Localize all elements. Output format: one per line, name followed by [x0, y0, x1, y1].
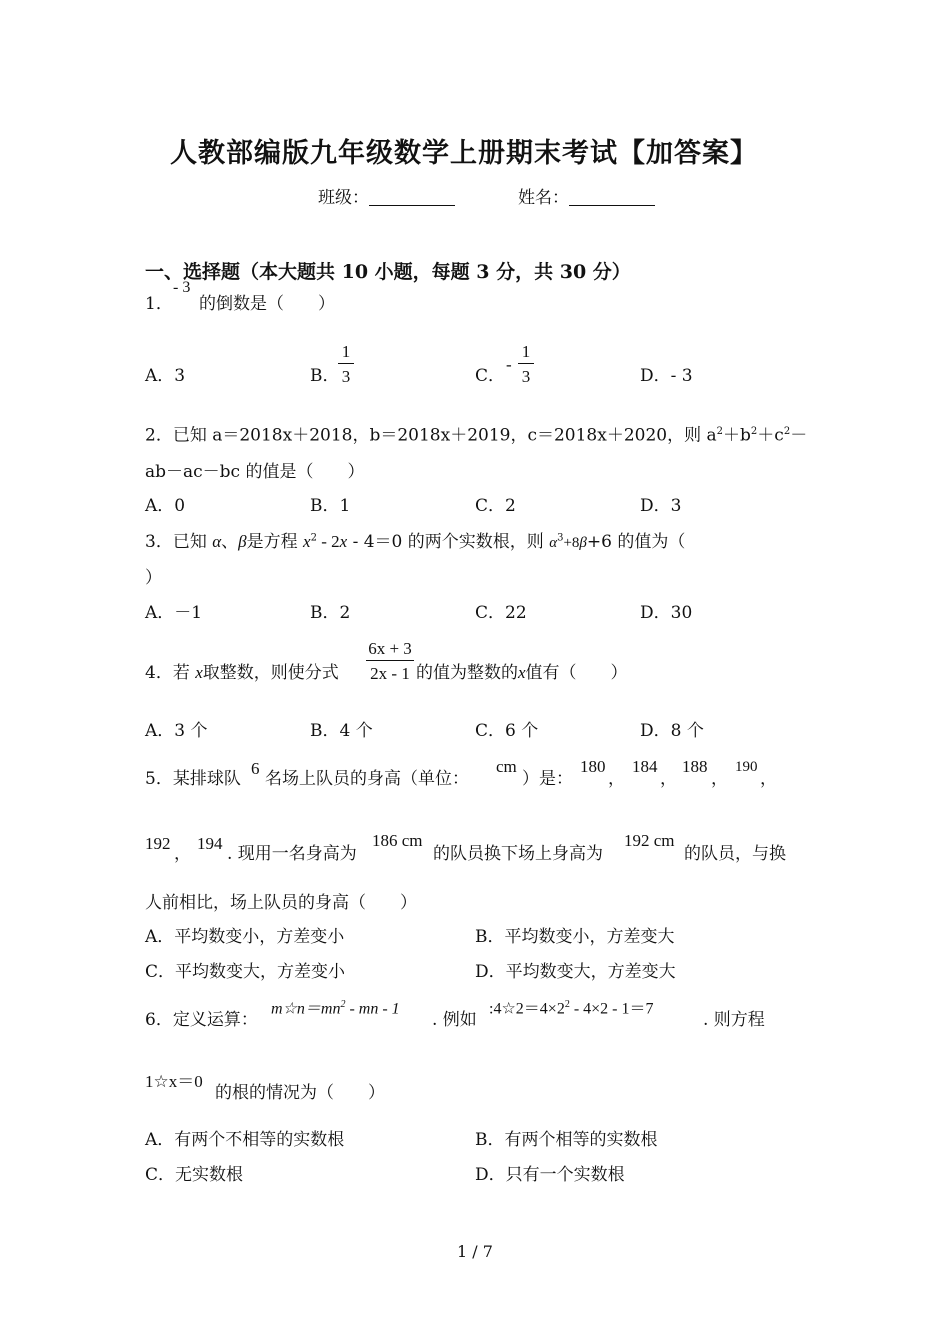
q4-fraction: [366, 640, 414, 682]
q6-option-c: C．无实数根: [145, 1165, 244, 1185]
q4-mid: 取整数，则使分式: [202, 663, 339, 683]
q1-option-c-fraction: [518, 343, 534, 385]
q2-option-c: C．2: [475, 496, 516, 516]
q5-height-3: 188: [682, 757, 708, 776]
q4-post: 的值为整数的: [416, 663, 518, 683]
alpha-symbol: α: [212, 532, 222, 551]
name-label: 姓名：: [518, 188, 569, 208]
q6-option-a: A．有两个不相等的实数根: [145, 1130, 345, 1150]
q6-example: [489, 1000, 654, 1017]
q4-pre: 4．若: [145, 663, 196, 683]
q6-def-sup: 2: [340, 999, 346, 1010]
q4-option-c: C．6 个: [475, 721, 539, 741]
q4-text-a: [145, 664, 339, 682]
q5-line2-a: . 现用一名身高为: [227, 844, 357, 864]
q4-denominator: 2x - 1: [370, 664, 410, 683]
q5-height-2: 184: [632, 757, 658, 776]
q5-height-in: 186 cm: [372, 831, 423, 850]
name-field: [518, 189, 655, 207]
q5-option-a: A．平均数变小，方差变小: [145, 927, 345, 947]
class-field: [318, 189, 455, 207]
page-title: 人教部编版九年级数学上册期末考试【加答案】: [170, 138, 758, 169]
q6-pre: 6．定义运算：: [145, 1010, 258, 1030]
q1-b-numerator: 1: [341, 342, 351, 361]
q5-option-b: B．平均数变小，方差变大: [475, 927, 675, 947]
q2-line2: ab－ac－bc 的值是（ ）: [145, 462, 365, 482]
q6-line2: 的根的情况为（ ）: [215, 1083, 385, 1103]
q6-def-a: m☆n＝mn: [271, 1000, 341, 1018]
q4-post2: 值有（ ）: [525, 663, 628, 683]
q3-line2: ）: [145, 568, 162, 588]
alpha-symbol: α: [549, 535, 558, 551]
q3-option-d: D．30: [640, 603, 693, 623]
class-label: 班级：: [318, 188, 369, 208]
q2-line1: [145, 427, 807, 445]
q3-text-b: 是方程: [246, 532, 304, 552]
q1-option-b-fraction: [338, 343, 354, 385]
q1-text: 的倒数是（ ）: [199, 294, 335, 314]
name-blank: [569, 189, 655, 206]
q2-text-b: ＋b: [723, 425, 751, 446]
class-blank: [369, 189, 455, 206]
q3-option-c: C．22: [475, 603, 527, 623]
q5-comma-3: ，: [711, 769, 728, 789]
q5-cm: cm: [496, 757, 517, 776]
q3-x: x: [303, 532, 311, 551]
q4-option-b: B．4 个: [310, 721, 373, 741]
q5-line3: 人前相比，场上队员的身高（ ）: [145, 893, 417, 913]
q4-option-d: D．8 个: [640, 721, 704, 741]
q5-mid: 名场上队员的身高（单位：: [265, 769, 469, 789]
q6-mid: . 例如: [432, 1010, 477, 1030]
q4-x2: x: [518, 663, 526, 682]
q2-text-a: 2．已知 a＝2018x＋2018，b＝2018x＋2019，c＝2018x＋2020，则 a: [145, 425, 717, 446]
q5-six: 6: [251, 759, 260, 778]
q5-height-out: 192 cm: [624, 831, 675, 850]
q2-text-c: ＋c: [757, 425, 784, 446]
q5-height-6: 194: [197, 834, 223, 853]
q5-line2-b: 的队员换下场上身高为: [433, 844, 603, 864]
q1-number: 1．: [145, 294, 173, 314]
q3-eq-a: - 2: [316, 532, 340, 551]
q1-option-d: D．- 3: [640, 366, 693, 386]
q2-option-a: A．0: [145, 496, 186, 516]
q2-sup-b: 2: [750, 426, 758, 437]
beta-symbol: β: [579, 535, 587, 551]
q1-expr: - 3: [173, 279, 191, 296]
q3-option-b: B．2: [310, 603, 351, 623]
q5-height-1: 180: [580, 757, 606, 776]
fraction-bar: [338, 363, 354, 364]
q5-option-c: C．平均数变大，方差变小: [145, 962, 346, 982]
q3-expr-a: +8: [563, 535, 580, 551]
q6-option-b: B．有两个相等的实数根: [475, 1130, 658, 1150]
q6-definition: [271, 1000, 400, 1017]
q1-option-c-sign: -: [506, 355, 512, 374]
q4-x: x: [195, 663, 203, 682]
q3-text-d: +6 的值为（: [586, 532, 686, 552]
fraction-bar: [366, 660, 414, 661]
q5-pre: 5．某排球队: [145, 769, 241, 789]
q3-x2: x: [339, 532, 348, 551]
q5-comma-2: ，: [660, 769, 677, 789]
q3-sup3: 3: [557, 532, 564, 544]
q5-comma-5: ，: [174, 844, 191, 864]
q6-ex-b: - 4×2 - 1＝7: [569, 1000, 654, 1018]
q5-mid2: ）是：: [522, 769, 573, 789]
q3-text-a: 3．已知: [145, 532, 213, 552]
q6-ex-sup: 2: [564, 999, 570, 1010]
q4-text-b: [416, 664, 628, 682]
q6-equation: 1☆x＝0: [145, 1072, 203, 1091]
q2-sup-c: 2: [783, 426, 791, 437]
q5-height-5: 192: [145, 834, 171, 853]
q5-line2-c: 的队员，与换: [684, 844, 786, 864]
q3-text-c: - 4＝0 的两个实数根，则: [347, 532, 550, 552]
q4-option-a: A．3 个: [145, 721, 208, 741]
beta-symbol: β: [238, 532, 247, 551]
page-number: 1 / 7: [457, 1242, 493, 1261]
fraction-bar: [518, 363, 534, 364]
q1-c-numerator: 1: [521, 342, 531, 361]
q6-option-d: D．只有一个实数根: [475, 1165, 625, 1185]
q6-ex-a: :4☆2＝4×2: [489, 1000, 565, 1018]
q2-sup-a: 2: [716, 426, 724, 437]
q4-numerator: 6x + 3: [368, 639, 412, 658]
q6-post: . 则方程: [703, 1010, 765, 1030]
q1-b-denominator: 3: [341, 367, 351, 386]
q2-text-d: －: [790, 425, 808, 446]
q6-def-b: - mn - 1: [345, 1000, 400, 1018]
q2-option-b: B．1: [310, 496, 351, 516]
q2-option-d: D．3: [640, 496, 682, 516]
q5-comma-1: ，: [608, 769, 625, 789]
q5-comma-4: ，: [760, 769, 777, 789]
q1-option-c-label: C．: [475, 366, 506, 386]
q1-option-b-label: B．: [310, 366, 340, 386]
q1-option-a: A．3: [145, 366, 186, 386]
q3-line1: [145, 533, 685, 551]
q3-sup2: 2: [310, 532, 317, 544]
q5-option-d: D．平均数变大，方差变大: [475, 962, 676, 982]
q1-c-denominator: 3: [521, 367, 531, 386]
q3-option-a: A．－1: [145, 603, 203, 623]
section-heading: 一、选择题（本大题共 10 小题，每题 3 分，共 30 分）: [145, 261, 631, 283]
q5-height-4: 190: [735, 759, 758, 775]
q3-sep: 、: [221, 532, 239, 552]
